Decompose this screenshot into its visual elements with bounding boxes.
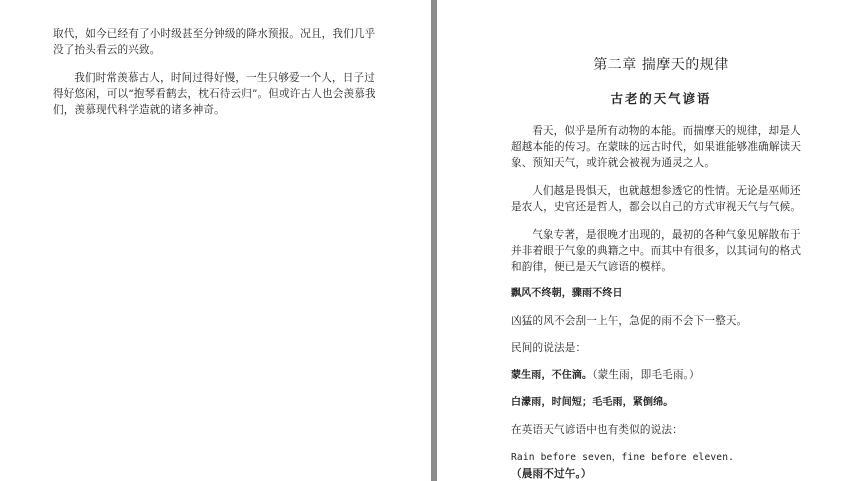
proverb-2-note: （蒙生雨，即毛毛雨。） — [592, 369, 700, 381]
left-paragraph-1: 取代，如今已经有了小时级甚至分钟级的降水预报。况且，我们几乎没了抬头看云的兴致。 — [53, 28, 376, 56]
chapter-title: 第二章 揣摩天的规律 — [593, 57, 729, 73]
english-proverb-note: （晨雨不过午。） — [511, 468, 592, 480]
left-page-content — [53, 26, 383, 130]
proverb-3: 白濛雨，时间短；毛毛雨，紧倒绵。 — [511, 397, 674, 408]
english-saying-intro: 在英语天气谚语中也有类似的说法： — [511, 424, 683, 436]
left-paragraph-2: 我们时常羡慕古人，时间过得好慢，一生只够爱一个人，日子过得好悠闲，可以“抱琴看鹤去，枕石待云归”。但或许古人也会羡慕我们，羡慕现代科学造就的诸多神奇。 — [53, 72, 376, 116]
left-page — [0, 0, 431, 481]
section-title: 古老的天气谚语 — [610, 91, 712, 106]
right-page — [437, 0, 868, 481]
english-proverb-line — [511, 449, 811, 481]
english-proverb: Rain before seven，fine before eleven. — [511, 452, 735, 463]
folk-saying-intro: 民间的说法是： — [511, 342, 587, 354]
right-paragraph-3: 气象专著，是很晚才出现的，最初的各种气象见解散布于并非着眼于气象的典籍之中。而其中有很多，以其词句的格式和韵律，便已是天气谚语的模样。 — [511, 229, 802, 273]
proverb-2-line — [511, 367, 811, 384]
right-page-content — [511, 55, 811, 481]
right-paragraph-1: 看天，似乎是所有动物的本能。而揣摩天的规律，却是人超越本能的传习。在蒙昧的远古时代，如果谁能够准确解读天象、预知天气，或许就会被视为通灵之人。 — [511, 125, 802, 169]
proverb-1-meaning: 凶猛的风不会刮一上午，急促的雨不会下一整天。 — [511, 315, 748, 327]
proverb-2: 蒙生雨，不住滴。 — [511, 370, 593, 381]
proverb-heading-1: 飘风不终朝，骤雨不终日 — [511, 288, 623, 299]
right-paragraph-2: 人们越是畏惧天，也就越想参透它的性情。无论是巫师还是农人，史官还是哲人，都会以自己的方式审视天气与气候。 — [511, 185, 802, 213]
